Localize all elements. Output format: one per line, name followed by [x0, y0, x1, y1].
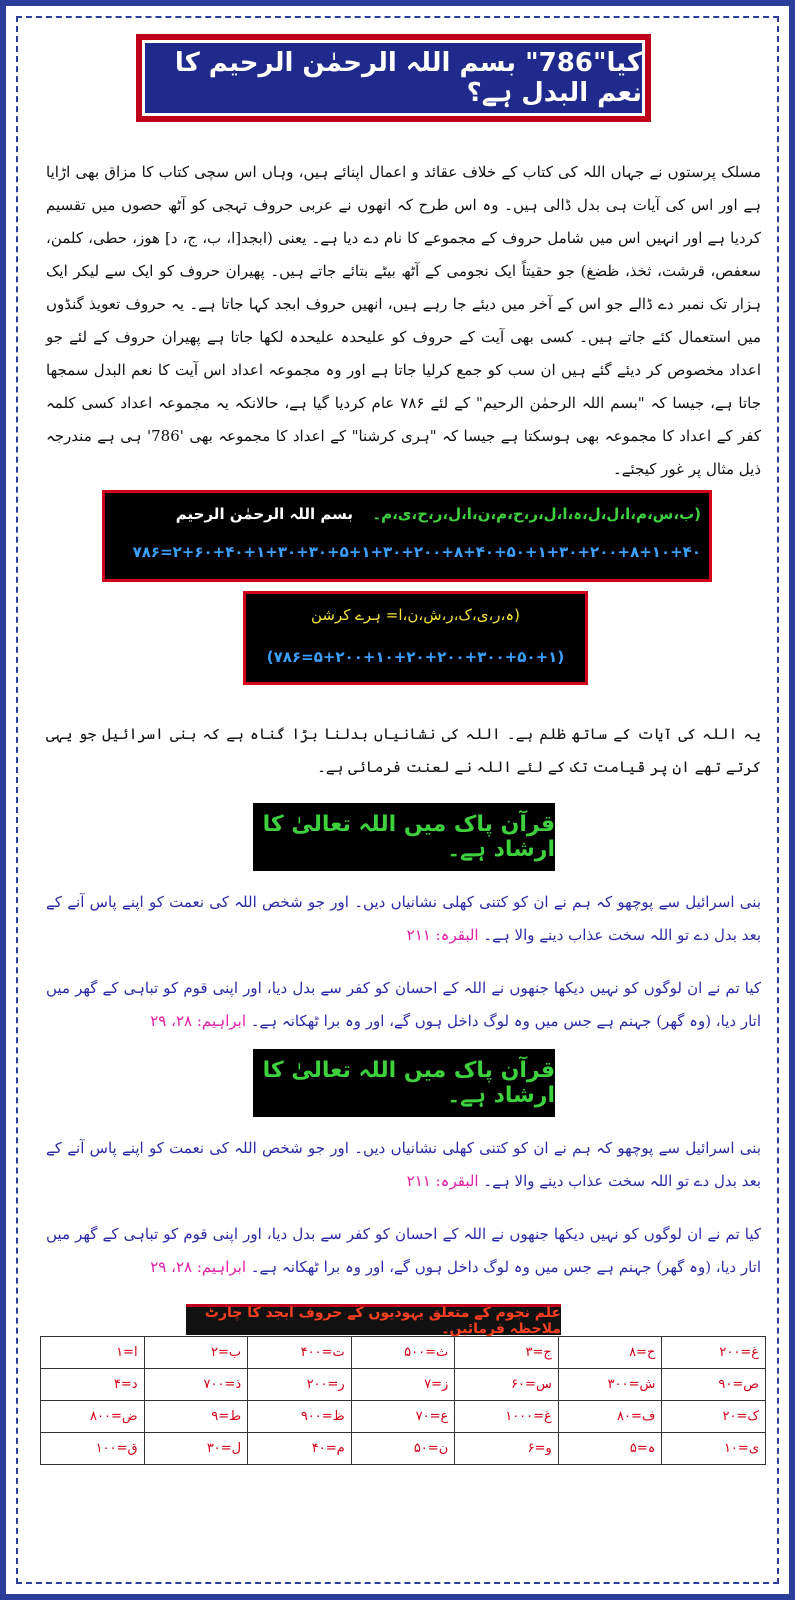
table-cell: ق=۱۰۰ [41, 1433, 145, 1465]
abjad-table [40, 1336, 766, 1465]
table-cell: ب=۲ [144, 1337, 248, 1369]
table-cell: ل=۳۰ [144, 1433, 248, 1465]
section2-ref2: ابراہیم: ۲۸، ۲۹ [150, 1258, 246, 1276]
example2-sum: (۵+۲۰۰+۱۰+۲۰+۲۰۰+۳۰۰+۵۰+۱=۷۸۶) [266, 648, 565, 666]
example1-phrase: بسم اللہ الرحمٰن الرحیم [175, 505, 354, 523]
section1-verse2 [46, 972, 761, 1038]
abjad-chart-title: علم نجوم کے متعلق یہودیوں کے حروف ابجد کا چارٹ ملاحظہ فرمائیں۔ [186, 1304, 561, 1335]
section2-verse1 [46, 1132, 761, 1198]
table-cell: و=۶ [455, 1433, 559, 1465]
table-cell: ث=۵۰۰ [351, 1337, 455, 1369]
page-title: کیا"786" بسم اللہ الرحمٰن الرحیم کا نعم البدل ہے؟ [142, 40, 645, 116]
table-cell: ز=۷ [351, 1369, 455, 1401]
table-cell: ع=۷۰ [351, 1401, 455, 1433]
table-cell: س=۶۰ [455, 1369, 559, 1401]
table-row [41, 1433, 766, 1465]
example1-letters-row [113, 505, 701, 523]
section2-ref1: البقرہ: ۲۱۱ [406, 1172, 479, 1190]
table-cell: ت=۴۰۰ [248, 1337, 352, 1369]
example-box-hare-krishna [243, 591, 588, 685]
table-cell: ن=۵۰ [351, 1433, 455, 1465]
table-row [41, 1337, 766, 1369]
table-cell: ف=۸۰ [558, 1401, 662, 1433]
section1-verse1-text: بنی اسرائیل سے پوچھو کہ ہم نے ان کو کتنی کھلی نشانیاں دیں۔ اور جو شخص اللہ کی نعمت کو اپنے پاس آنے کے بعد بدل دے تو اللہ سخت عذاب دینے والا ہے۔ [46, 893, 761, 944]
section2-verse2 [46, 1218, 761, 1284]
example2-letters: (ہ،ر،ی،ک،ر،ش،ن،ا= ہرے کرشن [310, 606, 521, 624]
example1-letters: (ب،س،م،ا،ل،ل،ہ،ا،ل،ر،ح،م،ن،ا،ل،ر،ح،ی،م۔ [372, 505, 701, 523]
intro-paragraph: مسلک پرستوں نے جہاں اللہ کی کتاب کے خلاف عقائد و اعمال اپنائے ہیں، وہاں اس سچی کتاب کا مزاق بھی اڑایا ہے اور اس کی آیات ہی بدل ڈالی ہیں۔ وہ اس طرح کہ انھوں نے عربی حروف تہجی کو آٹھ حصوں میں تقسیم کردیا ہے اور انہیں اس میں شامل حروف کے مجموعے کا نام دے دیا ہے۔ یعنی (ابجد[ا، ب، ج، د] ھوز، حطی، کلمن، سعفص، قرشت، ثخذ، ظضغ) جو حقیتاً ایک نجومی کے آٹھ بیٹے بتائے جاتے ہیں۔ پھیران حروف کو ایک سے لیکر ایک ہزار تک نمبر دے ڈالے جو اس کے آخر میں دیئے جا رہے ہیں، انھیں حروف ابجد کہا جاتا ہے۔ یہ حروف تعویذ گنڈوں میں استعمال کئے جاتے ہیں۔ کسی بھی آیت کے حروف کو علیحدہ علیحدہ لکھا جاتا ہے پھیران حروف کے لئے جو اعداد مخصوص کر دیئے گئے ہیں ان سب کو جمع کرلیا جاتا ہے اور وہ مجموعہ اعداد اس آیت کا نعم البدل سمجھا جاتا ہے، جیسا کہ "بسم اللہ الرحمٰن الرحیم" کے لئے ۷۸۶ عام کردیا گیا ہے، حالانکہ یہ مجموعہ اعداد کسی کلمہ کفر کے اعداد کا مجموعہ بھی ہوسکتا ہے جیسا کہ "ہری کرشنا" کے اعداد کا مجموعہ بھی '786' ہی ہے مندرجہ ذیل مثال پر غور کیجئے۔ [46, 163, 761, 478]
section2-verse2-text: کیا تم نے ان لوگوں کو نہیں دیکھا جنھوں نے اللہ کے احسان کو کفر سے بدل دیا، اور اپنی قوم کو تباہی کے گھر میں اتار دیا، (وہ گھر) جہنم ہے جس میں وہ لوگ داخل ہوں گے، اور وہ برا ٹھکانہ ہے۔ [46, 1225, 761, 1276]
section2-verse1-text: بنی اسرائیل سے پوچھو کہ ہم نے ان کو کتنی کھلی نشانیاں دیں۔ اور جو شخص اللہ کی نعمت کو اپنے پاس آنے کے بعد بدل دے تو اللہ سخت عذاب دینے والا ہے۔ [46, 1139, 761, 1190]
example-box-bismillah [102, 490, 712, 582]
table-row [41, 1369, 766, 1401]
table-cell: ح=۸ [558, 1337, 662, 1369]
table-cell: ظ=۹۰۰ [248, 1401, 352, 1433]
table-cell: ک=۲۰ [662, 1401, 766, 1433]
table-cell: غ=۱۰۰۰ [455, 1401, 559, 1433]
middle-paragraph: یہ اللہ کی آیات کے ساتھ ظلم ہے۔ اللہ کی نشانیاں بدلنا بڑا گناہ ہے کہ بنی اسرائیل جو یہی کرتے تھے ان پر قیامت تک کے لئے اللہ نے لعنت فرمائی ہے۔ [46, 725, 761, 776]
title-banner [136, 34, 651, 122]
section1-ref1: البقرہ: ۲۱۱ [406, 926, 479, 944]
table-cell: د=۴ [41, 1369, 145, 1401]
example1-sum: ۲+۶۰+۴۰+۱+۳۰+۳۰+۵+۱+۳۰+۲۰۰+۸+۴۰+۵۰+۱+۳۰+۲۰۰+۸+۱۰+۴۰=۷۸۶ [132, 543, 701, 561]
table-cell: ذ=۷۰۰ [144, 1369, 248, 1401]
table-cell: ش=۳۰۰ [558, 1369, 662, 1401]
table-row [41, 1401, 766, 1433]
section2-heading: قرآن پاک میں اللہ تعالیٰ کا ارشاد ہے۔ [253, 1049, 555, 1117]
table-cell: م=۴۰ [248, 1433, 352, 1465]
section1-heading: قرآن پاک میں اللہ تعالیٰ کا ارشاد ہے۔ [253, 803, 555, 871]
table-cell: ج=۳ [455, 1337, 559, 1369]
section1-ref2: ابراہیم: ۲۸، ۲۹ [150, 1012, 246, 1030]
section1-verse2-text: کیا تم نے ان لوگوں کو نہیں دیکھا جنھوں نے اللہ کے احسان کو کفر سے بدل دیا، اور اپنی قوم کو تباہی کے گھر میں اتار دیا، (وہ گھر) جہنم ہے جس میں وہ لوگ داخل ہوں گے، اور وہ برا ٹھکانہ ہے۔ [46, 979, 761, 1030]
table-cell: ا=۱ [41, 1337, 145, 1369]
table-cell: ہ=۵ [558, 1433, 662, 1465]
table-cell: ر=۲۰۰ [248, 1369, 352, 1401]
table-cell: ط=۹ [144, 1401, 248, 1433]
table-cell: غ=۲۰۰ [662, 1337, 766, 1369]
table-cell: ض=۸۰۰ [41, 1401, 145, 1433]
table-cell: ی=۱۰ [662, 1433, 766, 1465]
table-cell: ص=۹۰ [662, 1369, 766, 1401]
section1-verse1 [46, 886, 761, 952]
